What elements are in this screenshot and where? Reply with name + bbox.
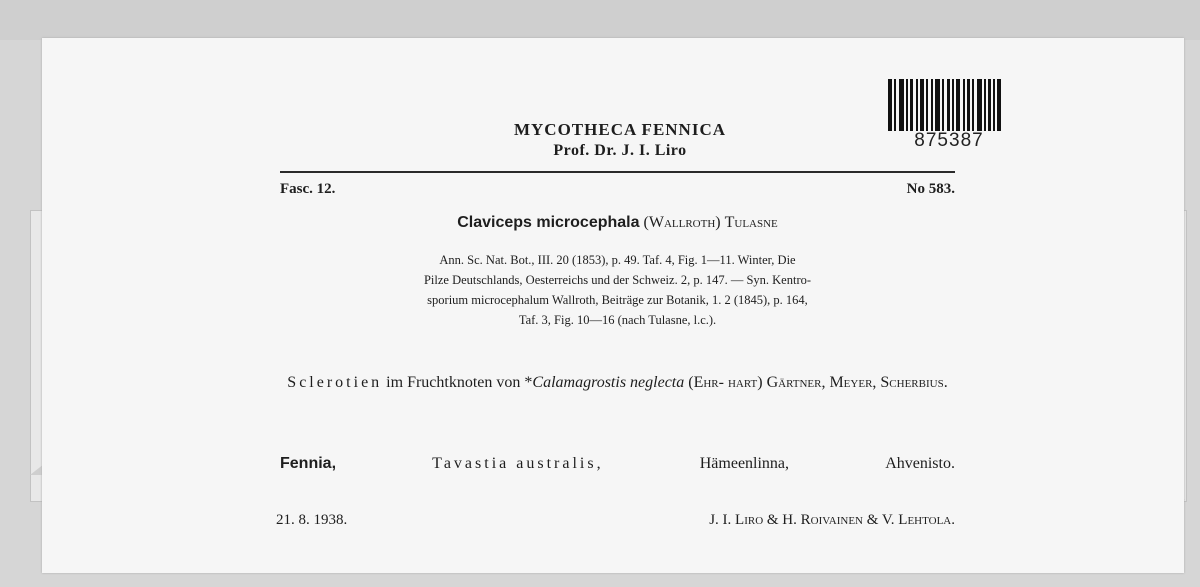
- collection-date: 21. 8. 1938.: [276, 512, 348, 528]
- species-line: [280, 214, 955, 232]
- barcode: [888, 79, 1010, 131]
- host-text: im Fruchtknoten von *: [386, 374, 533, 391]
- host-authors-2: hart) Gärtner, Meyer, Scherbius.: [727, 374, 948, 391]
- reference-line: sporium microcephalum Wallroth, Beiträge zur Botanik, 1. 2 (1845), p. 164,: [427, 293, 808, 307]
- species-author-2: Tulasne: [724, 214, 778, 231]
- header-rule: [280, 171, 955, 173]
- barcode-number: 875387: [914, 130, 984, 151]
- reference-line: Taf. 3, Fig. 10—16 (nach Tulasne, l.c.).: [518, 313, 717, 327]
- literature-reference: [280, 250, 955, 330]
- reference-line: Pilze Deutschlands, Oesterreichs und der Schweiz. 2, p. 147. — Syn. Kentro-: [423, 273, 812, 287]
- background-strip: [0, 0, 1200, 40]
- host-description: [280, 370, 955, 395]
- host-authors-1: (Ehr-: [688, 374, 724, 391]
- editor-name: Prof. Dr. J. I. Liro: [553, 142, 687, 159]
- label-header: [440, 119, 800, 161]
- specimen-number: No 583.: [906, 181, 955, 197]
- host-prefix: Sclerotien: [287, 374, 383, 391]
- herbarium-title: MYCOTHECA FENNICA: [513, 120, 727, 139]
- locality-site: Ahvenisto.: [885, 455, 955, 472]
- species-name: Claviceps microcephala: [457, 214, 640, 231]
- locality-line: [280, 455, 955, 473]
- collection-footer: [276, 512, 955, 529]
- collectors: J. I. Liro & H. Roivainen & V. Lehtola.: [709, 512, 955, 528]
- host-plant: Calamagrostis neglecta: [532, 374, 685, 391]
- reference-line: Ann. Sc. Nat. Bot., III. 20 (1853), p. 49. Taf. 4, Fig. 1—11. Winter, Die: [439, 253, 796, 267]
- species-author-1: (Wallroth): [643, 214, 721, 231]
- fascicle-row: [280, 181, 955, 198]
- locality-country: Fennia,: [280, 455, 337, 472]
- locality-place: Hämeenlinna,: [699, 455, 790, 472]
- locality-region: Tavastia australis,: [432, 455, 604, 472]
- fascicle-label: Fasc. 12.: [280, 181, 336, 197]
